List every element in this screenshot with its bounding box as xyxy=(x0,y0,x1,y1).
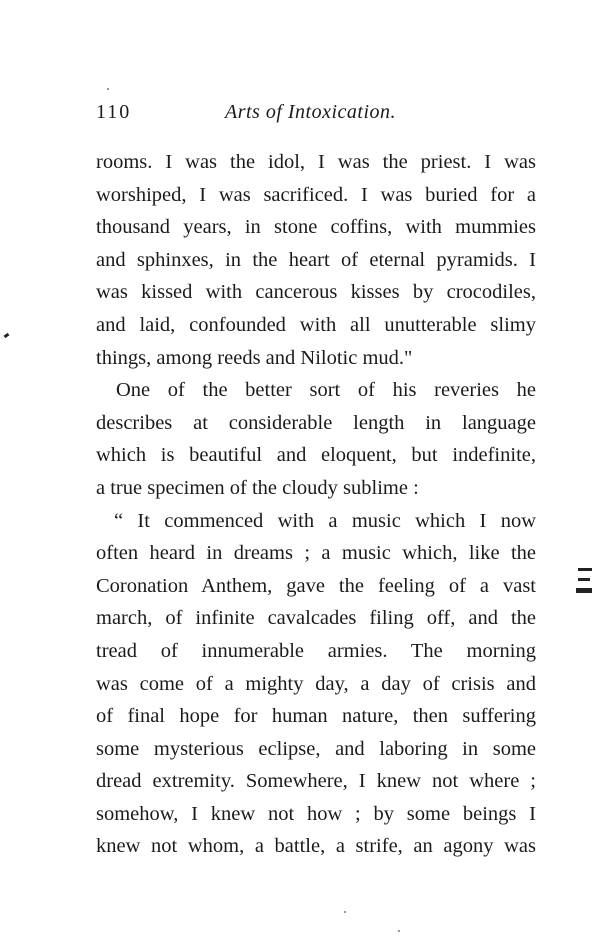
text-line: often heard in dreams ; a music which, like the xyxy=(96,542,536,565)
text-line: tread of innumerable armies. The morning xyxy=(96,639,536,662)
margin-mark xyxy=(578,568,592,571)
text-line: somehow, I knew not how ; by some beings I xyxy=(96,802,536,825)
scan-speck xyxy=(398,930,400,932)
margin-mark xyxy=(576,588,592,593)
text-line: was come of a mighty day, a day of crisis and xyxy=(96,672,536,695)
text-line: “ It commenced with a music which I now xyxy=(114,509,536,532)
text-line: march, of infinite cavalcades filing off, and the xyxy=(96,607,536,630)
text-line: was kissed with cancerous kisses by crocodiles, xyxy=(96,281,536,304)
page-number: 110 xyxy=(96,101,132,123)
scan-mark xyxy=(4,333,10,338)
text-line: One of the better sort of his reveries he xyxy=(116,379,536,402)
text-line: Coronation Anthem, gave the feeling of a vast xyxy=(96,574,536,597)
text-line: a true specimen of the cloudy sublime : xyxy=(96,476,419,499)
text-line: things, among reeds and Nilotic mud." xyxy=(96,346,413,369)
margin-mark xyxy=(578,578,590,581)
running-head xyxy=(96,101,536,127)
scan-speck xyxy=(344,911,346,913)
text-line: some mysterious eclipse, and laboring in some xyxy=(96,737,536,760)
text-line: which is beautiful and eloquent, but indefinite, xyxy=(96,444,536,467)
text-line: describes at considerable length in language xyxy=(96,411,536,434)
running-title: Arts of Intoxication. xyxy=(225,101,397,123)
text-line: worshiped, I was sacrificed. I was buried for a xyxy=(96,183,536,206)
text-line: of final hope for human nature, then suffering xyxy=(96,705,536,728)
text-line: dread extremity. Somewhere, I knew not where ; xyxy=(96,770,536,793)
text-line: and sphinxes, in the heart of eternal pyramids. I xyxy=(96,248,536,271)
text-line: knew not whom, a battle, a strife, an agony was xyxy=(96,835,536,858)
text-line: thousand years, in stone coffins, with mummies xyxy=(96,216,536,239)
body-text xyxy=(96,146,536,863)
text-line: rooms. I was the idol, I was the priest. I was xyxy=(96,151,536,173)
scan-speck xyxy=(107,88,109,90)
text-line: and laid, confounded with all unutterable slimy xyxy=(96,313,536,336)
